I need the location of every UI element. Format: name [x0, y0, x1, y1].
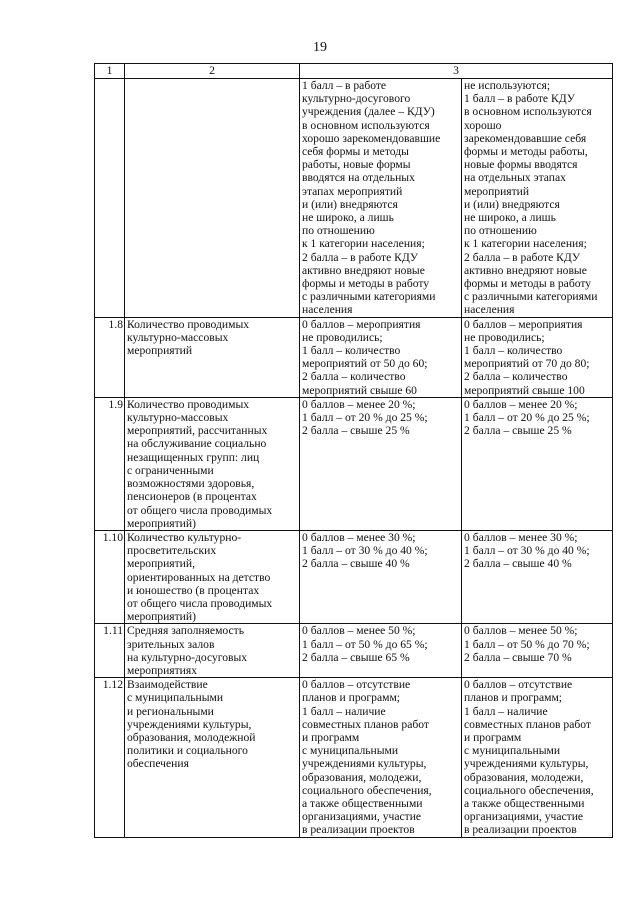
- score-column-a-cell: [300, 624, 462, 678]
- cell-text-line: 0 баллов – менее 20 %;: [464, 397, 578, 411]
- cell-text-line: не проводились;: [464, 330, 545, 344]
- cell-text-line: социального обеспечения,: [464, 783, 594, 797]
- row-number: 1.11: [95, 624, 125, 678]
- criterion-name-cell: [125, 397, 300, 530]
- cell-text-line: хорошо: [464, 118, 502, 132]
- criterion-name-cell: [125, 624, 300, 678]
- row-number: [95, 79, 125, 318]
- score-column-a-cell: [300, 397, 462, 530]
- cell-text-line: и программ: [464, 730, 522, 744]
- cell-text-line: 1 балл – наличие: [302, 704, 386, 718]
- cell-text-line: на отдельных этапах: [464, 171, 566, 185]
- cell-text-line: 2 балла – свыше 65 %: [302, 650, 410, 664]
- score-column-a-cell: [300, 79, 462, 318]
- cell-text-line: Средняя заполняемость: [127, 624, 245, 638]
- cell-text-line: 2 балла – свыше 25 %: [464, 424, 572, 438]
- criterion-name-cell: [125, 530, 300, 623]
- cell-text-line: просветительских: [127, 544, 217, 558]
- page-number: 19: [313, 40, 327, 55]
- cell-text-line: активно внедряют новые: [464, 263, 587, 277]
- cell-text-line: учреждениями культуры,: [127, 717, 252, 731]
- score-column-b-cell: [462, 317, 613, 397]
- header-col-2: 2: [125, 64, 300, 79]
- cell-text-line: Количество культурно-: [127, 530, 242, 544]
- row-number: 1.10: [95, 530, 125, 623]
- cell-text-line: на культурно-досуговых: [127, 650, 248, 664]
- table-row: [95, 624, 613, 678]
- cell-text-line: себя формы и методы: [302, 145, 409, 159]
- cell-text-line: 0 баллов – менее 30 %;: [464, 530, 578, 544]
- cell-text-line: а также общественными: [464, 796, 585, 810]
- cell-text-line: не широко, а лишь: [302, 211, 394, 225]
- cell-text-line: пенсионеров (в процентах: [127, 490, 257, 504]
- cell-text-line: учреждениями культуры,: [302, 757, 427, 771]
- score-column-a-cell: [300, 678, 462, 837]
- table-header-row: [95, 64, 613, 79]
- cell-text-line: и (или) внедряются: [464, 197, 560, 211]
- cell-text-line: и программ: [302, 730, 360, 744]
- cell-text-line: зарекомендовавшие себя: [464, 131, 587, 145]
- cell-text-line: в реализации проектов: [464, 823, 577, 837]
- table-row: [95, 79, 613, 318]
- cell-text-line: формы и методы работы,: [464, 145, 588, 159]
- cell-text-line: мероприятий свыше 60: [302, 383, 417, 397]
- cell-text-line: образования, молодежи,: [302, 770, 422, 784]
- cell-text-line: незащищенных групп: лиц: [127, 450, 260, 464]
- cell-text-line: 1 балл – от 50 % до 70 %;: [464, 637, 590, 651]
- cell-text-line: не проводились;: [302, 330, 383, 344]
- cell-text-line: организациями, участие: [464, 810, 584, 824]
- cell-text-line: вводятся на отдельных: [302, 171, 415, 185]
- cell-text-line: 2 балла – количество: [464, 370, 568, 384]
- header-col-3: 3: [300, 64, 613, 79]
- cell-text-line: активно внедряют новые: [302, 263, 425, 277]
- cell-text-line: 1 балл – количество: [464, 344, 563, 358]
- cell-text-line: 2 балла – в работе КДУ: [464, 250, 581, 264]
- cell-text-line: в основном используются: [464, 105, 592, 119]
- cell-text-line: 2 балла – свыше 25 %: [302, 424, 410, 438]
- cell-text-line: 0 баллов – отсутствие: [464, 678, 573, 692]
- cell-text-line: мероприятиях: [127, 663, 198, 677]
- cell-text-line: по отношению: [464, 224, 537, 238]
- table-row: [95, 678, 613, 837]
- cell-text-line: мероприятий): [127, 516, 196, 530]
- cell-text-line: 0 баллов – менее 30 %;: [302, 530, 416, 544]
- score-column-a-cell: [300, 317, 462, 397]
- cell-text-line: культурно-массовых: [127, 411, 229, 425]
- cell-text-line: 2 балла – в работе КДУ: [302, 250, 419, 264]
- cell-text-line: 1 балл – от 20 % до 25 %;: [302, 411, 428, 425]
- score-column-b-cell: [462, 678, 613, 837]
- cell-text-line: мероприятий,: [127, 557, 195, 571]
- score-column-b-cell: [462, 397, 613, 530]
- cell-text-line: возможностями здоровья,: [127, 477, 255, 491]
- row-number: 1.8: [95, 317, 125, 397]
- criteria-table: [94, 63, 613, 838]
- cell-text-line: на обслуживание социально: [127, 437, 267, 451]
- cell-text-line: 1 балл – от 20 % до 25 %;: [464, 411, 590, 425]
- cell-text-line: Взаимодействие: [127, 678, 208, 692]
- header-col-1: 1: [95, 64, 125, 79]
- row-number: 1.12: [95, 678, 125, 837]
- cell-text-line: мероприятий от 50 до 60;: [302, 357, 428, 371]
- cell-text-line: и (или) внедряются: [302, 197, 398, 211]
- cell-text-line: политики и социального: [127, 744, 248, 758]
- cell-text-line: к 1 категории населения;: [302, 237, 425, 251]
- cell-text-line: планов и программ;: [302, 691, 401, 705]
- cell-text-line: формы и методы в работу: [464, 277, 592, 291]
- cell-text-line: не широко, а лишь: [464, 211, 556, 225]
- cell-text-line: образования, молодежи,: [464, 770, 584, 784]
- cell-text-line: в реализации проектов: [302, 823, 415, 837]
- cell-text-line: зрительных залов: [127, 637, 215, 651]
- cell-text-line: мероприятий: [127, 344, 193, 358]
- cell-text-line: новые формы вводятся: [464, 158, 578, 172]
- cell-text-line: мероприятий: [464, 184, 530, 198]
- cell-text-line: 1 балл – от 50 % до 65 %;: [302, 637, 428, 651]
- table-row: [95, 397, 613, 530]
- cell-text-line: совместных планов работ: [464, 717, 591, 731]
- cell-text-line: мероприятий, рассчитанных: [127, 424, 268, 438]
- cell-text-line: и региональными: [127, 704, 214, 718]
- cell-text-line: 1 балл – от 30 % до 40 %;: [464, 544, 590, 558]
- table-row: [95, 317, 613, 397]
- cell-text-line: от общего числа проводимых: [127, 503, 273, 517]
- cell-text-line: социального обеспечения,: [302, 783, 432, 797]
- cell-text-line: 1 балл – наличие: [464, 704, 548, 718]
- cell-text-line: в основном используются: [302, 118, 430, 132]
- cell-text-line: 1 балл – от 30 % до 40 %;: [302, 544, 428, 558]
- cell-text-line: с муниципальными: [464, 744, 561, 758]
- cell-text-line: мероприятий свыше 100: [464, 383, 585, 397]
- cell-text-line: и юношество (в процентах: [127, 583, 260, 597]
- score-column-a-cell: [300, 530, 462, 623]
- score-column-b-cell: [462, 624, 613, 678]
- cell-text-line: Количество проводимых: [127, 397, 250, 411]
- cell-text-line: от общего числа проводимых: [127, 596, 273, 610]
- cell-text-line: Количество проводимых: [127, 317, 250, 331]
- criterion-name-cell: [125, 79, 300, 318]
- cell-text-line: с ограниченными: [127, 463, 214, 477]
- cell-text-line: хорошо зарекомендовавшие: [302, 131, 441, 145]
- cell-text-line: формы и методы в работу: [302, 277, 430, 291]
- cell-text-line: не используются;: [464, 79, 551, 92]
- cell-text-line: мероприятий от 70 до 80;: [464, 357, 590, 371]
- cell-text-line: с различными категориями: [464, 290, 598, 304]
- cell-text-line: культурно-массовых: [127, 330, 229, 344]
- cell-text-line: 0 баллов – менее 50 %;: [302, 624, 416, 638]
- cell-text-line: с муниципальными: [302, 744, 399, 758]
- cell-text-line: 0 баллов – менее 20 %;: [302, 397, 416, 411]
- cell-text-line: этапах мероприятий: [302, 184, 403, 198]
- cell-text-line: 2 балла – свыше 40 %: [302, 557, 410, 571]
- cell-text-line: с различными категориями: [302, 290, 436, 304]
- cell-text-line: совместных планов работ: [302, 717, 429, 731]
- table-row: [95, 530, 613, 623]
- cell-text-line: мероприятий): [127, 610, 196, 624]
- cell-text-line: 0 баллов – отсутствие: [302, 678, 411, 692]
- score-column-b-cell: [462, 530, 613, 623]
- criterion-name-cell: [125, 317, 300, 397]
- cell-text-line: к 1 категории населения;: [464, 237, 587, 251]
- cell-text-line: 0 баллов – мероприятия: [302, 317, 421, 331]
- cell-text-line: образования, молодежной: [127, 730, 256, 744]
- cell-text-line: работы, новые формы: [302, 158, 411, 172]
- cell-text-line: обеспечения: [127, 757, 189, 771]
- cell-text-line: населения: [302, 303, 353, 317]
- cell-text-line: учреждениями культуры,: [464, 757, 589, 771]
- cell-text-line: 2 балла – свыше 40 %: [464, 557, 572, 571]
- cell-text-line: 1 балл – количество: [302, 344, 401, 358]
- cell-text-line: а также общественными: [302, 796, 423, 810]
- cell-text-line: 1 балл – в работе КДУ: [464, 92, 575, 106]
- cell-text-line: с муниципальными: [127, 691, 224, 705]
- score-column-b-cell: [462, 79, 613, 318]
- cell-text-line: 2 балла – свыше 70 %: [464, 650, 572, 664]
- cell-text-line: 2 балла – количество: [302, 370, 406, 384]
- cell-text-line: планов и программ;: [464, 691, 563, 705]
- cell-text-line: ориентированных на детство: [127, 570, 271, 584]
- cell-text-line: организациями, участие: [302, 810, 422, 824]
- cell-text-line: 0 баллов – менее 50 %;: [464, 624, 578, 638]
- cell-text-line: культурно-досугового: [302, 92, 411, 106]
- cell-text-line: учреждения (далее – КДУ): [302, 105, 435, 119]
- cell-text-line: населения: [464, 303, 515, 317]
- cell-text-line: по отношению: [302, 224, 375, 238]
- cell-text-line: 1 балл – в работе: [302, 79, 387, 92]
- row-number: 1.9: [95, 397, 125, 530]
- cell-text-line: 0 баллов – мероприятия: [464, 317, 583, 331]
- criterion-name-cell: [125, 678, 300, 837]
